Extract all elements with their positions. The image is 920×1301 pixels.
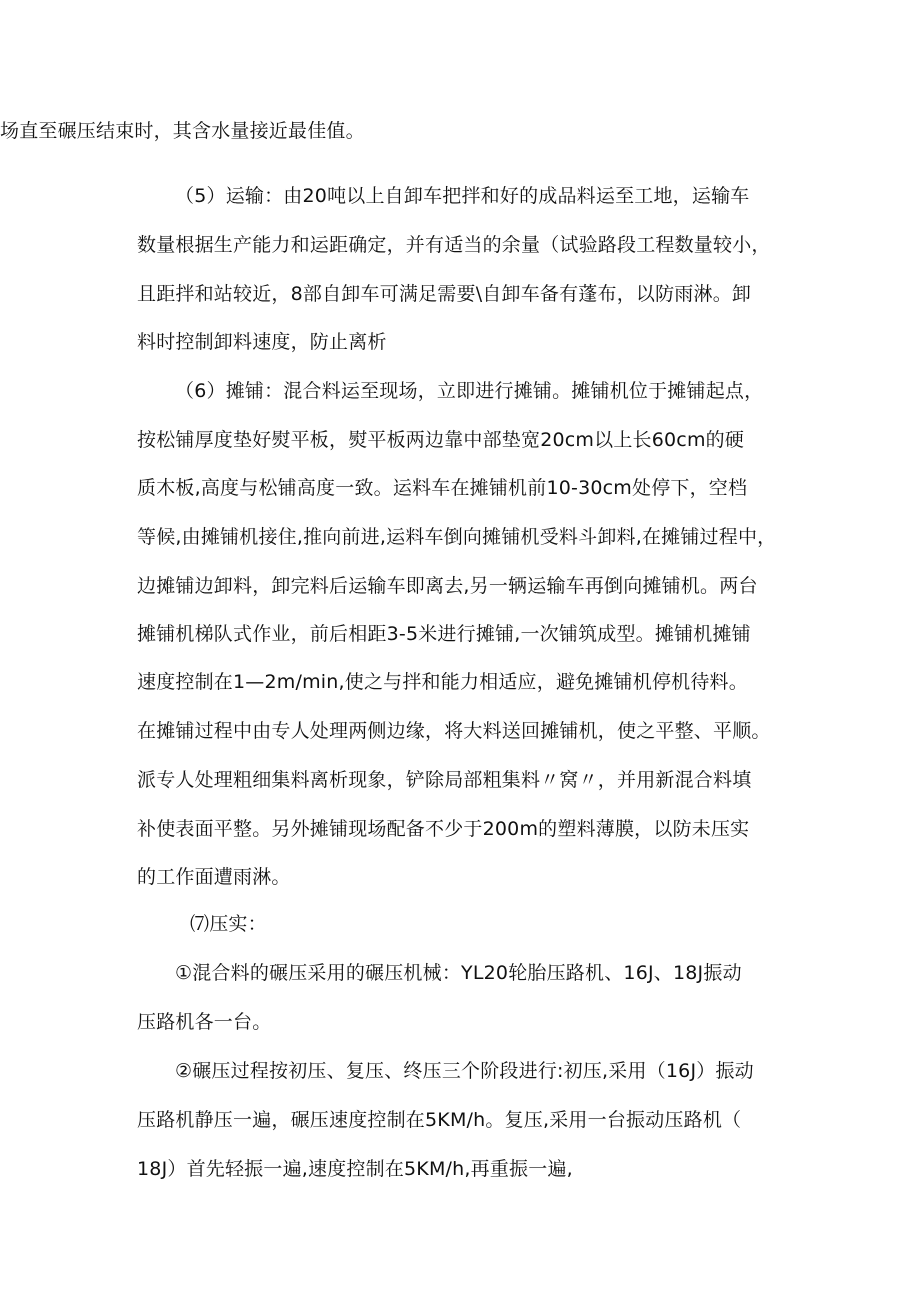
text-line: 料时控制卸料速度，防止离析 bbox=[137, 331, 387, 353]
text-line: 摊铺机梯队式作业，前后相距3-5米进行摊铺,一次铺筑成型。摊铺机摊铺 bbox=[137, 623, 751, 645]
text-line: （6）摊铺：混合料运至现场，立即进行摊铺。摊铺机位于摊铺起点， bbox=[175, 380, 764, 402]
text-line: 压路机静压一遍，碾压速度控制在5KM/h。复压,采用一台振动压路机（ bbox=[137, 1109, 742, 1131]
text-line: ①混合料的碾压采用的碾压机械：YL20轮胎压路机、16J、18J振动 bbox=[175, 962, 742, 984]
text-line: 补使表面平整。另外摊铺现场配备不少于200m的塑料薄膜，以防未压实 bbox=[137, 818, 750, 840]
text-line: 压路机各一台。 bbox=[137, 1011, 272, 1033]
text-line: 在摊铺过程中由专人处理两侧边缘，将大料送回摊铺机，使之平整、平顺。 bbox=[137, 720, 771, 742]
text-line: ⑺压实： bbox=[190, 913, 267, 935]
text-line: 的工作面遭雨淋。 bbox=[137, 866, 291, 888]
text-line: 速度控制在1—2m/min,使之与拌和能力相适应，避免摊铺机停机待料。 bbox=[137, 671, 748, 693]
text-line: 数量根据生产能力和运距确定，并有适当的余量（试验路段工程数量较小， bbox=[137, 234, 771, 256]
text-line: 质木板,高度与松铺高度一致。运料车在摊铺机前10-30cm处停下，空档 bbox=[137, 477, 748, 499]
text-line: 等候,由摊铺机接住,推向前进,运料车倒向摊铺机受料斗卸料,在摊铺过程中， bbox=[137, 526, 777, 548]
text-line: ②碾压过程按初压、复压、终压三个阶段进行:初压,采用（16J）振动 bbox=[175, 1060, 754, 1082]
text-line: 18J）首先轻振一遍,速度控制在5KM/h,再重振一遍, bbox=[137, 1158, 573, 1180]
text-line: 边摊铺边卸料，卸完料后运输车即离去,另一辆运输车再倒向摊铺机。两台 bbox=[137, 575, 758, 597]
text-line: （5）运输：由20吨以上自卸车把拌和好的成品料运至工地，运输车 bbox=[175, 185, 750, 207]
text-line: 按松铺厚度垫好熨平板，熨平板两边靠中部垫宽20cm以上长60cm的硬 bbox=[137, 429, 745, 451]
text-line: 派专人处理粗细集料离析现象，铲除局部粗集料〃窝〃，并用新混合料填 bbox=[137, 769, 752, 791]
text-line: 且距拌和站较近，8部自卸车可满足需要\自卸车备有蓬布，以防雨淋。卸 bbox=[137, 283, 752, 305]
text-line: 场直至碾压结束时，其含水量接近最佳值。 bbox=[0, 120, 365, 142]
